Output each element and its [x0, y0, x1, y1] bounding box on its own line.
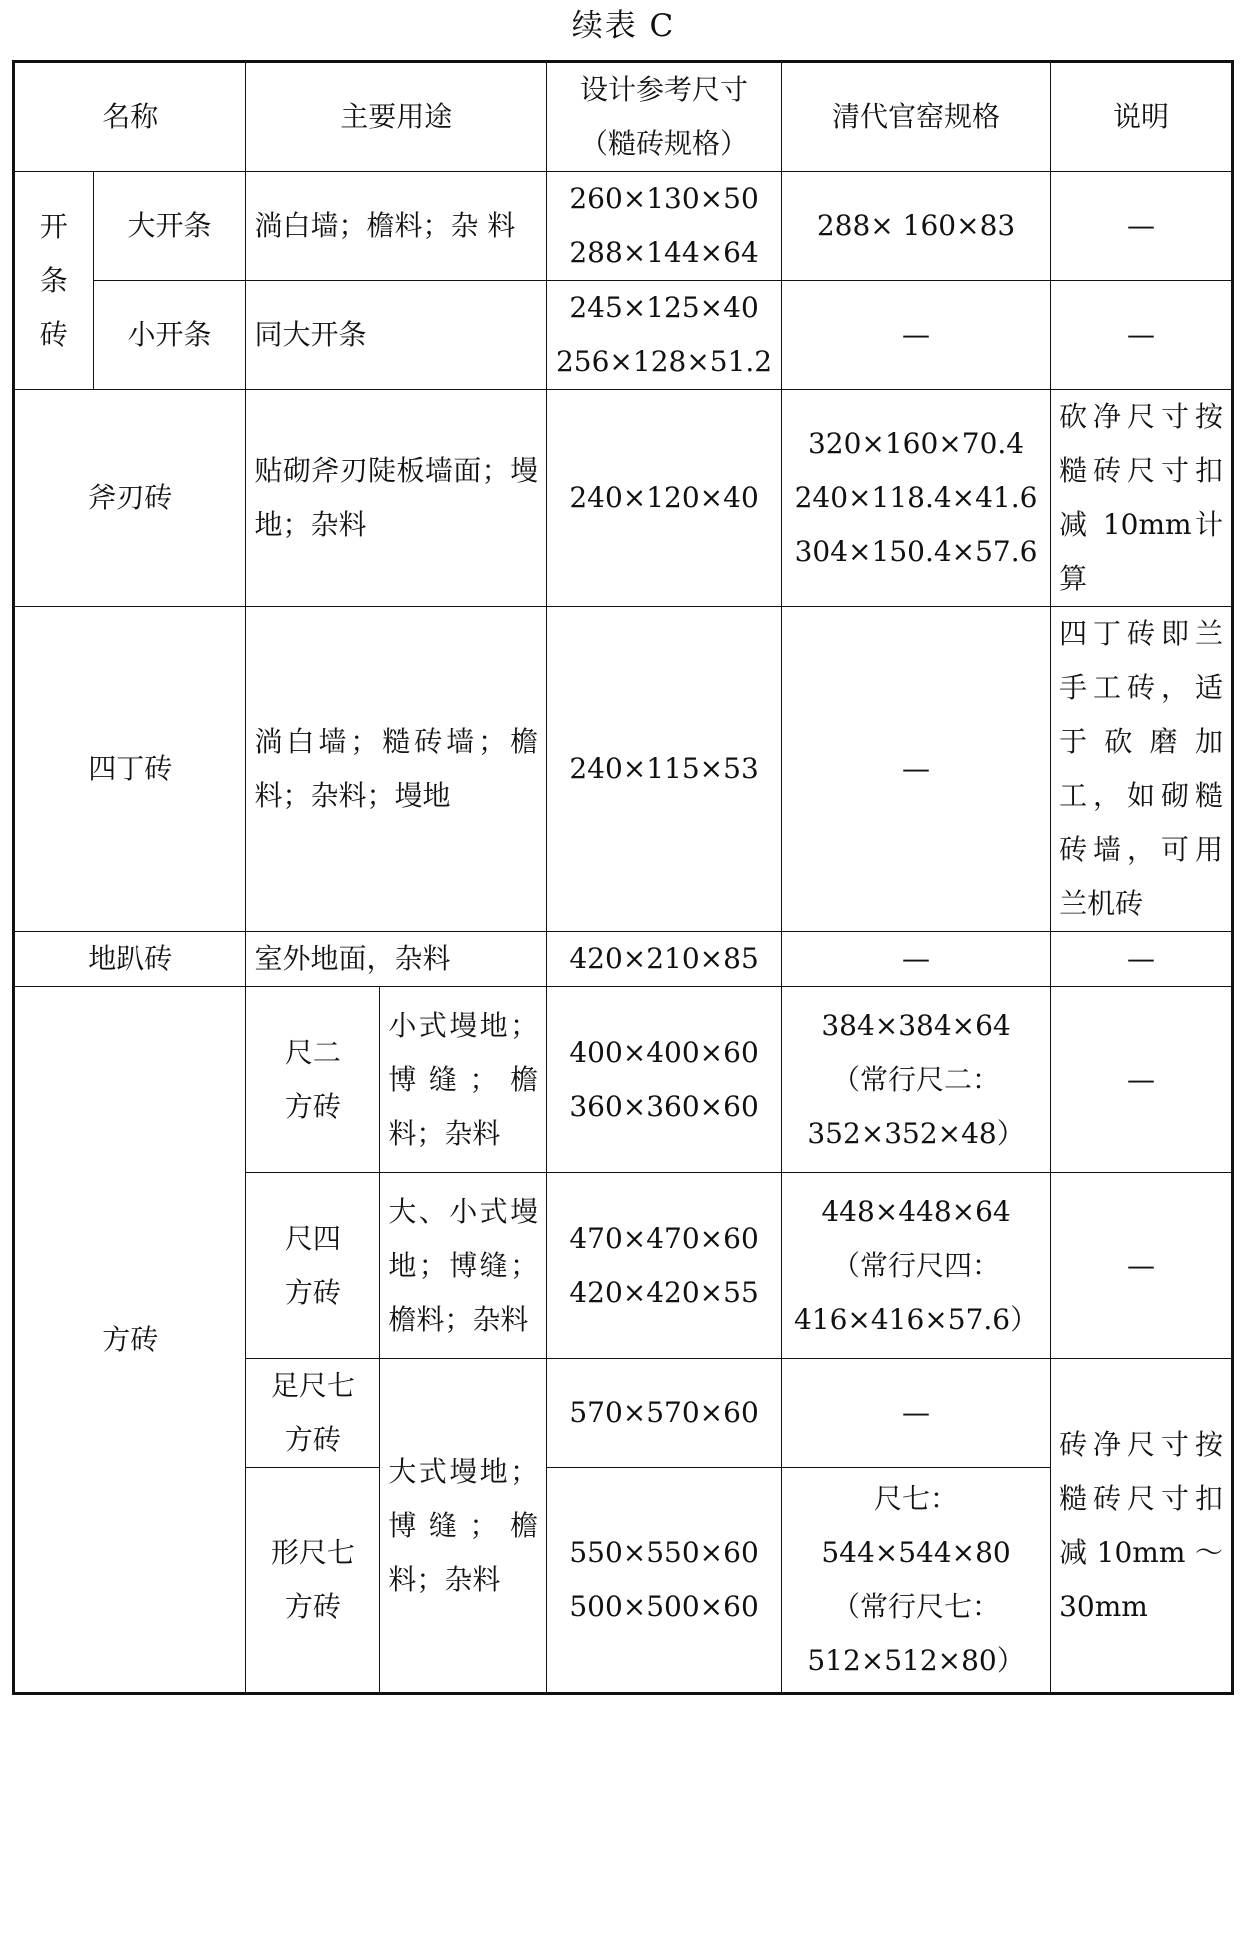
siding-name: 四丁砖 — [14, 607, 246, 932]
dipa-note: — — [1051, 932, 1233, 987]
size-value: 240×120×40 — [569, 481, 759, 514]
name-line: 方砖 — [284, 1423, 341, 1456]
chier-use: 小式墁地；博缝；檐料；杂料 — [380, 987, 547, 1173]
size-value: 470×470×60 — [569, 1221, 759, 1255]
qing-value: 320×160×70.4 — [807, 427, 1025, 460]
qing-value: 304×150.4×57.6 — [794, 535, 1038, 568]
table-row — [14, 172, 1233, 281]
furen-qing — [782, 390, 1051, 607]
qing-value: （常行尺四： — [832, 1248, 1001, 1282]
kaitiao-char-1: 开 — [39, 209, 68, 243]
name-line: 方砖 — [284, 1089, 341, 1123]
size-value: 256×128×51.2 — [555, 345, 773, 378]
size-value: 420×210×85 — [569, 942, 759, 975]
table-row — [14, 281, 1233, 390]
qing-value: （常行尺二： — [832, 1062, 1001, 1096]
da-kaitiao-note: — — [1051, 172, 1233, 281]
qing-value: 448×448×64 — [821, 1194, 1011, 1228]
size-value: 570×570×60 — [569, 1396, 759, 1429]
qing-value: 544×544×80 — [821, 1536, 1011, 1569]
furen-name: 斧刃砖 — [14, 390, 246, 607]
chier-name — [246, 987, 380, 1173]
chisi-name — [246, 1173, 380, 1359]
xingchiqi-qing — [782, 1468, 1051, 1694]
xiao-kaitiao-qing: — — [782, 281, 1051, 390]
name-line: 形尺七 — [270, 1536, 355, 1569]
da-kaitiao-sizes — [547, 172, 782, 281]
siding-note: 四丁砖即兰手工砖，适于砍磨加工，如砌糙砖墙，可用兰机砖 — [1051, 607, 1233, 932]
xiao-kaitiao-note: — — [1051, 281, 1233, 390]
furen-note: 砍净尺寸按糙砖尺寸扣减 10mm计算 — [1051, 390, 1233, 607]
header-note: 说明 — [1051, 62, 1233, 172]
header-size-line1: 设计参考尺寸 — [580, 73, 749, 106]
xiao-kaitiao-sizes — [547, 281, 782, 390]
size-value: 550×550×60 — [569, 1536, 759, 1569]
kaitiao-char-3: 砖 — [39, 317, 68, 351]
header-qing: 清代官窑规格 — [782, 62, 1051, 172]
size-value: 420×420×55 — [569, 1275, 759, 1309]
dipa-sizes — [547, 932, 782, 987]
fangzhuan-group: 方砖 — [14, 987, 246, 1694]
size-value: 400×400×60 — [569, 1035, 759, 1069]
xiao-kaitiao-name: 小开条 — [93, 281, 246, 390]
siding-sizes — [547, 607, 782, 932]
name-line: 尺四 — [284, 1221, 341, 1255]
chiqi-use: 大式墁地；博缝；檐料；杂料 — [380, 1359, 547, 1694]
size-value: 360×360×60 — [569, 1089, 759, 1123]
xiao-kaitiao-use: 同大开条 — [246, 281, 547, 390]
xingchiqi-name — [246, 1468, 380, 1694]
chisi-note: — — [1051, 1173, 1233, 1359]
chisi-qing — [782, 1173, 1051, 1359]
name-line: 足尺七 — [270, 1369, 355, 1402]
dipa-name: 地趴砖 — [14, 932, 246, 987]
size-value: 240×115×53 — [569, 752, 759, 785]
chisi-sizes — [547, 1173, 782, 1359]
header-size-line2: （糙砖规格） — [580, 127, 749, 160]
dipa-use: 室外地面，杂料 — [246, 932, 547, 987]
da-kaitiao-name: 大开条 — [93, 172, 246, 281]
furen-use: 贴砌斧刃陡板墙面；墁地；杂料 — [246, 390, 547, 607]
zuchiqi-name — [246, 1359, 380, 1468]
qing-value: 352×352×48） — [807, 1116, 1025, 1150]
chisi-use: 大、小式墁地；博缝；檐料；杂料 — [380, 1173, 547, 1359]
size-value: 500×500×60 — [569, 1590, 759, 1623]
furen-sizes — [547, 390, 782, 607]
chier-note: — — [1051, 987, 1233, 1173]
chier-sizes — [547, 987, 782, 1173]
qing-value: 416×416×57.6） — [793, 1302, 1039, 1336]
siding-qing: — — [782, 607, 1051, 932]
name-line: 方砖 — [284, 1275, 341, 1309]
siding-use: 淌白墙；糙砖墙；檐料；杂料；墁地 — [246, 607, 547, 932]
name-line: 方砖 — [284, 1590, 341, 1623]
header-name: 名称 — [14, 62, 246, 172]
header-row — [14, 62, 1233, 172]
table-row — [14, 987, 1233, 1173]
header-use: 主要用途 — [246, 62, 547, 172]
qing-value: 240×118.4×41.6 — [794, 481, 1038, 514]
kaitiao-char-2: 条 — [39, 263, 68, 297]
table-row — [14, 390, 1233, 607]
zuchiqi-qing: — — [782, 1359, 1051, 1468]
kaitiao-group-cell — [14, 172, 94, 390]
dipa-qing: — — [782, 932, 1051, 987]
name-line: 尺二 — [284, 1035, 341, 1069]
header-size — [547, 62, 782, 172]
xingchiqi-sizes — [547, 1468, 782, 1694]
qing-value: 尺七： — [874, 1482, 959, 1515]
size-value: 288×144×64 — [569, 236, 759, 269]
qing-value: 512×512×80） — [807, 1644, 1025, 1677]
table-row — [14, 932, 1233, 987]
size-value: 245×125×40 — [569, 291, 759, 324]
table-caption: 续表 C — [571, 8, 676, 44]
qing-value: （常行尺七： — [832, 1590, 1001, 1623]
table-row — [14, 607, 1233, 932]
qing-value: 384×384×64 — [821, 1008, 1011, 1042]
chier-qing — [782, 987, 1051, 1173]
chiqi-note: 砖净尺寸按糙砖尺寸扣减10mm～30mm — [1051, 1359, 1233, 1694]
da-kaitiao-use: 淌白墙；檐料；杂 料 — [246, 172, 547, 281]
da-kaitiao-qing: 288× 160×83 — [782, 172, 1051, 281]
zuchiqi-sizes — [547, 1359, 782, 1468]
size-value: 260×130×50 — [569, 182, 759, 215]
brick-spec-table — [12, 60, 1234, 1695]
